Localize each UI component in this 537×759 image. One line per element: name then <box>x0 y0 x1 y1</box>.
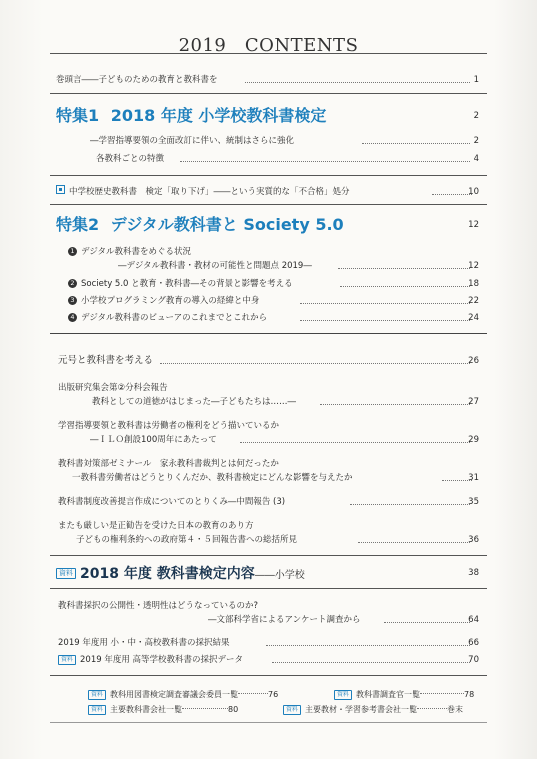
section-rule <box>50 555 487 556</box>
page-number: 12 <box>468 220 479 230</box>
entry-text: 子どもの権利条約への政府第４・５回報告書への総括所見 <box>76 535 298 545</box>
toc-entry-f1b[interactable] <box>0 151 537 167</box>
title-rule <box>50 53 487 54</box>
toc-entry-ilo[interactable] <box>0 432 537 448</box>
entry-text: 元号と教科書を考える <box>58 355 154 366</box>
page-number: 38 <box>468 568 479 578</box>
page-number: 18 <box>468 279 479 289</box>
footer-text: 教科書調査官一覧 <box>356 690 421 699</box>
page-number: 4 <box>473 154 479 164</box>
number-circle-icon: 3 <box>68 296 77 305</box>
entry-text: ―文部科学省によるアンケート調査から <box>208 615 361 625</box>
section-rule <box>50 93 487 94</box>
page-number: 80 <box>228 705 239 714</box>
leader-dots <box>240 442 470 443</box>
toc-feature-1[interactable] <box>0 104 537 128</box>
number-circle-icon: 4 <box>68 313 77 322</box>
entry-text: 出版研究集会第②分科会報告 <box>58 383 168 393</box>
page-number: 巻末 <box>447 705 464 714</box>
leader-dots <box>362 143 470 144</box>
toc-entry-era[interactable] <box>0 353 537 369</box>
page-number: 78 <box>464 690 475 699</box>
footer-item-examiners[interactable] <box>334 689 474 701</box>
entry-text: 中学校歴史教科書 検定「取り下げ」――という実質的な「不合格」処分 <box>69 187 350 197</box>
entry-text: 教科書採択の公開性・透明性はどうなっているのか? <box>58 601 259 611</box>
entry-text: Society 5.0 と教育・教科書―その背景と影響を考える <box>81 279 293 289</box>
toc-entry-f2-4[interactable] <box>0 310 537 326</box>
leader-dots <box>338 268 470 269</box>
entry-text: 教科書制度改善提言作成についてのとりくみ―中間報告 (3) <box>58 497 286 507</box>
material-tag: 資料 <box>58 655 76 665</box>
entry-text: 一教科書労働者はどうとりくんだか、教科書検定にどんな影響を与えたか <box>72 473 353 483</box>
leader-dots <box>245 82 470 83</box>
entry-text: 巻頭言――子どものための教育と教科書を <box>56 75 218 85</box>
material-subtitle: ――小学校 <box>254 570 305 581</box>
footer-item-materials[interactable] <box>283 704 463 716</box>
footer-text: 主要教科書会社一覧 <box>110 705 183 714</box>
toc-feature-2[interactable] <box>0 213 537 237</box>
page-number: 70 <box>468 655 479 665</box>
page-number: 35 <box>468 497 479 507</box>
toc-entry-f2-3[interactable] <box>0 293 537 309</box>
leader-dots <box>238 693 268 694</box>
footer-item-publishers[interactable] <box>88 704 238 716</box>
page-number: 2 <box>473 136 479 146</box>
page-number: 29 <box>468 435 479 445</box>
toc-entry-proposal[interactable] <box>0 494 537 510</box>
leader-dots <box>432 194 472 195</box>
leader-dots <box>300 320 470 321</box>
leader-dots <box>320 404 470 405</box>
leader-dots <box>350 504 470 505</box>
entry-text: ―デジタル教科書・教材の可能性と問題点 2019― <box>118 261 312 271</box>
entry-text: ―ＩＬＯ創設100周年にあたって <box>90 435 217 445</box>
page-number: 66 <box>468 638 479 648</box>
entry-text: デジタル教科書をめぐる状況 <box>81 247 191 257</box>
page-number: 27 <box>468 397 479 407</box>
entry-text: 各教科ごとの特徴 <box>96 154 165 164</box>
toc-entry-moral[interactable] <box>0 394 537 410</box>
leader-dots <box>340 286 470 287</box>
entry-text: 教科としての道徳がはじまった―子どもたちは……― <box>92 397 297 407</box>
section-rule <box>50 333 487 334</box>
toc-entry-f1a[interactable] <box>0 133 537 149</box>
feature-label: 特集2 <box>56 215 100 234</box>
section-rule <box>50 675 487 676</box>
section-rule <box>50 204 487 205</box>
footer-text: 主要教材・学習参考書会社一覧 <box>305 705 418 714</box>
footer-text: 教科用図書検定調査審議会委員一覧 <box>110 690 239 699</box>
entry-text: 小学校プログラミング教育の導入の経緯と中身 <box>81 296 260 306</box>
leader-dots <box>266 645 470 646</box>
material-title: 2018 年度 教科書検定内容 <box>80 566 255 582</box>
material-tag: 資料 <box>283 705 301 715</box>
page-number: 26 <box>468 356 479 366</box>
page-number: 1 <box>473 75 479 85</box>
page-number: 36 <box>468 535 479 545</box>
leader-dots <box>417 708 447 709</box>
page-number: 2 <box>473 111 479 121</box>
entry-text: デジタル教科書のビューアのこれまでとこれから <box>81 313 268 323</box>
toc-entry-survey[interactable] <box>0 612 537 628</box>
toc-entry-history[interactable] <box>0 184 537 200</box>
feature-title: デジタル教科書と Society 5.0 <box>110 215 344 234</box>
leader-dots <box>300 303 470 304</box>
material-tag: 資料 <box>56 568 76 579</box>
leader-dots <box>420 693 464 694</box>
page-number: 24 <box>468 313 479 323</box>
footer-rule <box>50 722 487 723</box>
footer-item-committee[interactable] <box>88 689 278 701</box>
bullet-square-icon <box>56 185 65 194</box>
leader-dots <box>272 662 470 663</box>
material-tag: 資料 <box>334 690 352 700</box>
number-circle-icon: 2 <box>68 279 77 288</box>
material-tag: 資料 <box>88 690 106 700</box>
section-rule <box>50 588 487 589</box>
number-circle-icon: 1 <box>68 247 77 256</box>
leader-dots <box>182 708 228 709</box>
toc-entry-preface[interactable] <box>0 72 537 88</box>
page-title: 2019 CONTENTS <box>178 35 359 56</box>
page-number: 12 <box>468 261 479 271</box>
page-number: 31 <box>468 473 479 483</box>
page-number: 64 <box>468 615 479 625</box>
toc-entry-crc[interactable] <box>0 532 537 548</box>
toc-entry-highschool[interactable] <box>0 652 537 668</box>
page-number: 76 <box>268 690 279 699</box>
toc-material-screening[interactable] <box>0 563 537 583</box>
leader-dots <box>160 363 470 364</box>
entry-text: 2019 年度用 小・中・高校教科書の採択結果 <box>58 638 230 648</box>
page-number: 22 <box>468 296 479 306</box>
toc-entry-results[interactable] <box>0 635 537 651</box>
entry-text: またも厳しい是正勧告を受けた日本の教育のあり方 <box>58 521 254 531</box>
toc-entry-f2-1b[interactable] <box>0 258 537 274</box>
toc-entry-ienaga[interactable] <box>0 470 537 486</box>
material-tag: 資料 <box>88 705 106 715</box>
entry-text: 学習指導要領と教科書は労働者の権利をどう描いているか <box>58 421 280 431</box>
page-number: 10 <box>468 187 479 197</box>
entry-text: ―学習指導要領の全面改訂に伴い、統制はさらに強化 <box>90 136 295 146</box>
feature-title: 2018 年度 小学校教科書検定 <box>110 106 327 125</box>
section-rule <box>50 175 487 176</box>
leader-dots <box>180 161 470 162</box>
feature-label: 特集1 <box>56 106 100 125</box>
toc-entry-f2-2[interactable] <box>0 276 537 292</box>
leader-dots <box>384 622 470 623</box>
leader-dots <box>358 542 470 543</box>
entry-text: 2019 年度用 高等学校教科書の採択データ <box>80 655 244 665</box>
entry-text: 教科書対策部ゼミナール 家永教科書裁判とは何だったか <box>58 459 279 469</box>
